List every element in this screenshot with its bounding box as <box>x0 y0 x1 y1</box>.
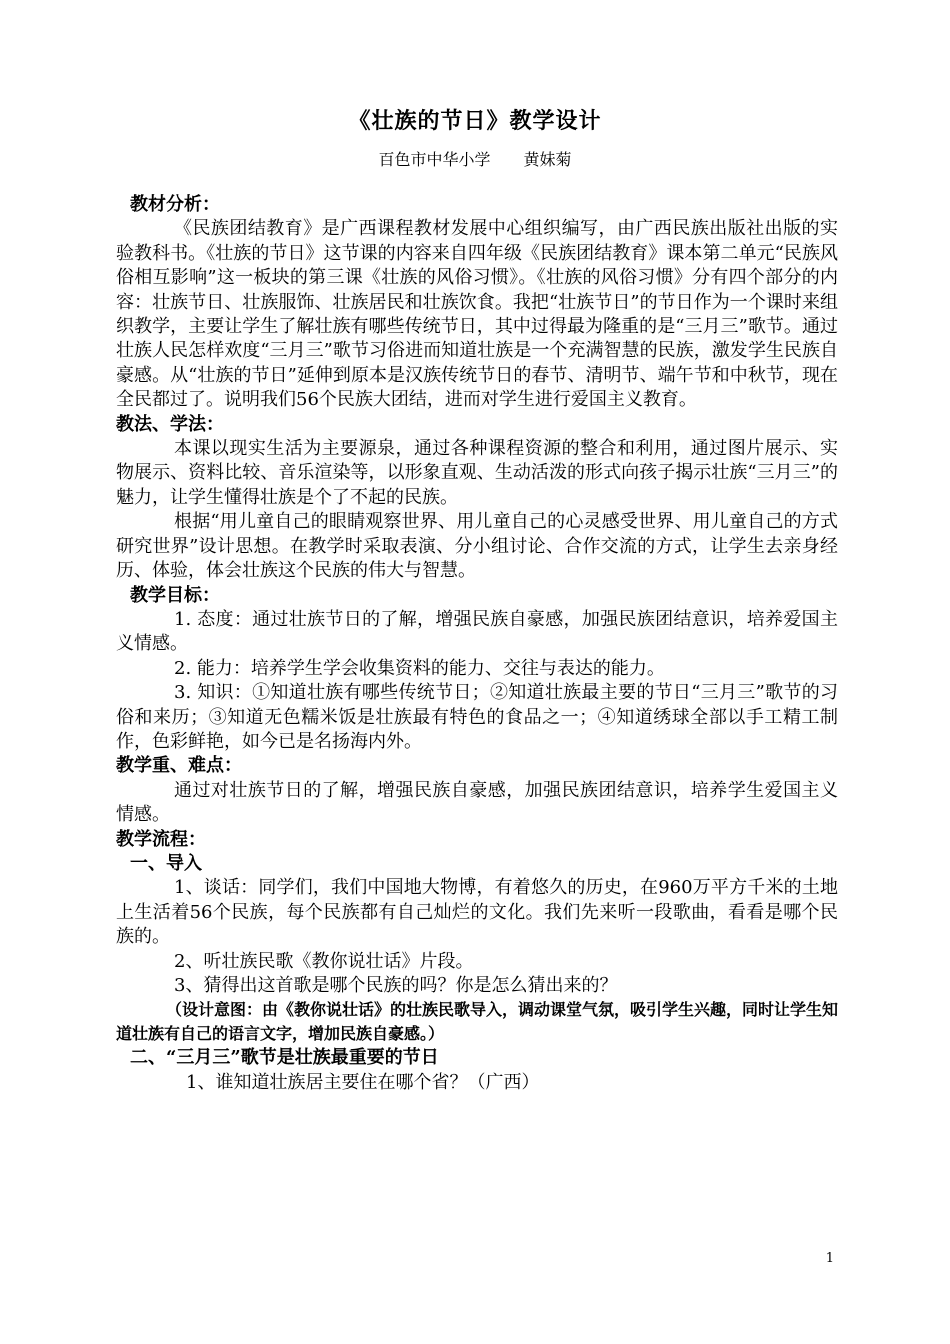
school-name: 百色市中华小学 <box>378 150 491 169</box>
flow-heading: 教学流程： <box>116 828 206 850</box>
author-line <box>0 147 950 170</box>
document-body <box>116 193 838 1095</box>
goal-item-2: 2. 能力：培养学生学会收集资料的能力、交往与表达的能力。 <box>174 657 665 679</box>
key-points-paragraph: 通过对壮族节日的了解，增强民族自豪感，加强民族团结意识，培养学生爱国主义情感。 <box>116 779 838 826</box>
method-heading: 教法、学法： <box>116 413 224 435</box>
page-number: 1 <box>825 1251 834 1266</box>
goals-heading: 教学目标： <box>130 584 220 606</box>
key-points-heading: 教学重、难点： <box>116 755 242 777</box>
part1-item-1: 1、谈话：同学们，我们中国地大物博，有着悠久的历史，在960万平方千米的土地上生活着56个民族，每个民族都有自己灿烂的文化。我们先来听一段歌曲，看看是哪个民族的。 <box>116 877 838 948</box>
analysis-heading: 教材分析： <box>130 194 220 215</box>
part1-item-3: 3、猜得出这首歌是哪个民族的吗？你是怎么猜出来的？ <box>174 975 618 996</box>
document-title: 《壮族的节日》教学设计 <box>348 108 602 134</box>
goal-item-1: 1. 态度：通过壮族节日的了解，增强民族自豪感，加强民族团结意识，培养爱国主义情感。 <box>116 608 838 655</box>
method-paragraph-1: 本课以现实生活为主要源泉，通过各种课程资源的整合和利用，通过图片展示、实物展示、资料比较、音乐渲染等，以形象直观、生动活泼的形式向孩子揭示壮族“三月三”的魅力，让学生懂得壮族是个了不起的民族。 <box>116 438 838 508</box>
goal-item-3: 3. 知识：①知道壮族有哪些传统节日；②知道壮族最主要的节日“三月三”歌节的习俗和来历；③知道无色糯米饭是壮族最有特色的食品之一；④知道绣球全部以手工精工制作，色彩鲜艳，如今已是名扬海内外。 <box>116 682 838 752</box>
author-name: 黄妹菊 <box>523 150 572 169</box>
design-intent-note: （设计意图：由《教你说壮话》的壮族民歌导入，调动课堂气氛，吸引学生兴趣，同时让学生知道壮族有自己的语言文字，增加民族自豪感。） <box>116 1000 839 1044</box>
part2-item-1: 1、谁知道壮族居主要住在哪个省？（广西） <box>186 1071 540 1093</box>
analysis-paragraph: 《民族团结教育》是广西课程教材发展中心组织编写，由广西民族出版社出版的实验教科书。《壮族的节日》这节课的内容来自四年级《民族团结教育》课本第二单元“民族风俗相互影响”这一板块的第三课《壮族的风俗习惯》。《壮族的风俗习惯》分有四个部分的内容：壮族节日、壮族服饰、壮族居民和壮族饮食。我把“壮族节日”的节日作为一个课时来组织教学，主要让学生了解壮族有哪些传统节日，其中过得最为隆重的是“三月三”歌节。通过壮族人民怎样欢度“三月三”歌节习俗进而知道壮族是一个充满智慧的民族，激发学生民族自豪感。从“壮族的节日”延伸到原本是汉族传统节日的春节、清明节、端午节和中秋节，现在全民都过了。说明我们56个民族大团结，进而对学生进行爱国主义教育。 <box>116 218 838 411</box>
part1-item-2: 2、听壮族民歌《教你说壮话》片段。 <box>174 950 474 972</box>
method-paragraph-2: 根据“用儿童自己的眼睛观察世界、用儿童自己的心灵感受世界、用儿童自己的方式研究世界”设计思想。在教学时采取表演、分小组讨论、合作交流的方式，让学生去亲身经历、体验，体会壮族这个民族的伟大与智慧。 <box>116 511 838 582</box>
part2-heading: 二、“三月三”歌节是壮族最重要的节日 <box>130 1047 439 1069</box>
part1-heading: 一、导入 <box>130 852 202 874</box>
